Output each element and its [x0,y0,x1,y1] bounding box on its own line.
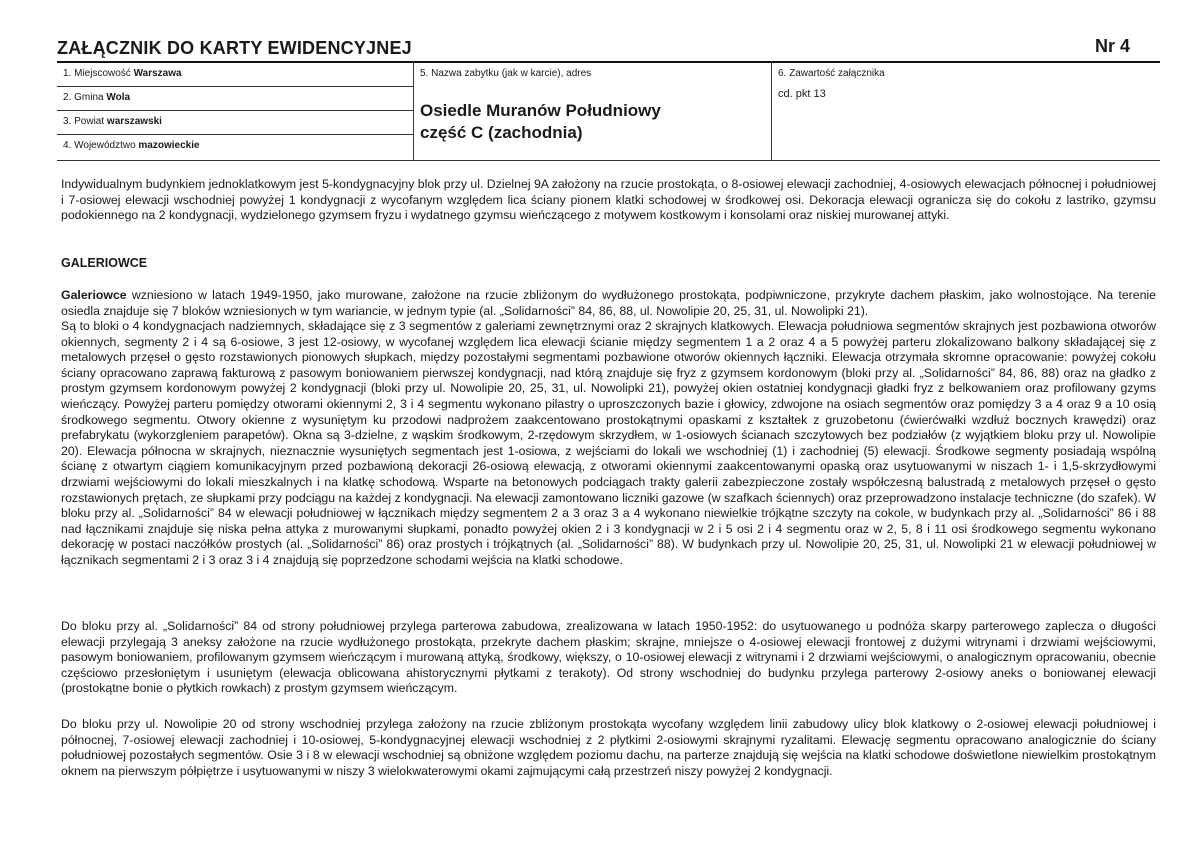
nowolipie-paragraph: Do bloku przy ul. Nowolipie 20 od strony wschodniej przylega założony na rzucie zbliżonym prostokąta wycofany względem linii zabudowy ulicy blok klatkowy o 2-osiowej elewacji południowej i północnej, 7-osiowej elewacji zachodniej i 10-osiowej, 5-kondygnacyjnej elewacji wschodniej z 2 płytkimi 2-osiowymi skrajnymi ryzalitami. Elewację segmentu opracowano analogicznie do ściany południowej pozostałych segmentów. Osie 3 i 8 w elewacji wschodniej są obniżone względem poziomu dachu, na parterze znajdują się wejścia na klatki schodowe doświetlone niewielkim prostokątnym oknem na pierwszym półpiętrze i usytuowanymi w niszy 3 wielokwaterowymi okami zajmującymi całą przestrzeń niszy powyżej 2 kondygnacji. [61,717,1156,778]
field-gmina-label: 2. Gmina [63,92,107,103]
field-zawartosc-label: 6. Zawartość załącznika [778,68,885,79]
intro-paragraph: Indywidualnym budynkiem jednoklatkowym jest 5-kondygnacyjny blok przy ul. Dzielnej 9A założony na rzucie prostokąta, o 8-osiowej elewacji zachodniej, 4-osiowych elewacjach północnej i południowej i 7-osiowej elewacji wschodniej powyżej 1 kondygnacji z wycofanym względem lica ściany pionem klatki schodowej w środkowej osi. Dekoracja elewacji ogranicza się do cokołu z lastriko, gzymsu podokiennego na 2 kondygnacji, wydzielonego gzymsem fryzu i wydatnego gzymsu wieńczącego z motywem kostkowym i konsolami oraz niskiej murowanej attyki. [61,177,1156,223]
monument-name-line2: część C (zachodnia) [420,123,583,142]
monument-name-line1: Osiedle Muranów Południowy [420,101,661,120]
field-powiat-value: warszawski [106,116,162,127]
document-title: ZAŁĄCZNIK DO KARTY EWIDENCYJNEJ [57,38,412,58]
field-zawartosc-value: cd. pkt 13 [778,88,826,100]
attachment-number: Nr 4 [1094,36,1130,56]
field-powiat [57,111,413,135]
field-wojewodztwo-label: 4. Województwo [63,140,139,151]
galeriowce-description-paragraph: Są to bloki o 4 kondygnacjach nadziemnych, składające się z 3 segmentów z galeriami zewnętrznymi oraz 2 skrajnych klatkowych. Elewacja południowa segmentów skrajnych jest pozbawiona otworów okiennych, segmenty 2 i 4 są 6-osiowe, 3 jest 12-osiowy, w wycofanej względem lica elewacji ścianie między segmentem 1 a 2 oraz 4 a 5 powyżej parteru zlokalizowano balkony składającej się z metalowych przęseł o gęsto rozstawionych pionowych słupkach, między pozostałymi segmentami pozbawione otworów okiennych łączniki. Elewacja otrzymała skromne opracowanie: powyżej cokołu ściany opracowano zaprawą fakturową z pasowym boniowaniem pierwszej kondygnacji, nad którą znajduje się fryz z gzymsem kordonowym (bloki przy al. „Solidarności” 84, 86, 88) oraz na gładko z prostym gzymsem kordonowym powyżej 2 kondygnacji (bloki przy ul. Nowolipie 20, 25, 31, ul. Nowolipki 21), powyżej okien ostatniej kondygnacji gładki fryz z belkowaniem oraz profilowany gzyms wieńczący. Powyżej parteru pomiędzy otworami okiennymi 2, 3 i 4 segmentu wykonano pilastry o uproszczonych bazie i głowicy, zdwojone na osiach segmentów oraz pomiędzy 3 a 4 oraz 9 a 10 osią środkowego segmentu. Otwory okienne z wysuniętym ku przodowi nadprożem zaakcentowano prostokątnymi opaskami z kształtek z gruzobetonu (ćwierćwałki wzdłuż bocznych krawędzi) oraz prefabrykatu (wykorzgleniem parapetów). Okna są 3-dzielne, z wąskim środkowym, 2-rzędowym skrzydłem, w 1-osiowych ścianach szczytowych bez podziałów (z wyjątkiem bloku przy ul. Nowolipie 20). Elewacja północna w skrajnych, nieznacznie wysuniętych segmentach jest 1-osiowa, z wejściami do lokali we wschodniej (1) i zachodniej (5) elewacji. Środkowe segmenty posiadają wspólną ścianę z otwartym ciągiem komunikacyjnym przed pozbawioną dekoracji 26-osiową elewacją, z otworami okiennymi zaakcentowanymi opaską oraz usytuowanymi w niszach 1- i 1,5-skrzydłowymi drzwiami wejściowymi do lokali mieszkalnych i na klatkę schodową. Wsparte na betonowych podciągach trakty galerii zabezpieczone zostały współczesną balustradą z metalowych przęseł o gęsto rozstawionych prętach, ze słupkami przy podciągu na każdej z kondygnacji. Na elewacji zamontowano liczniki gazowe (w szafkach ściennych) oraz przeprowadzono instalacje techniczne (do szafek). W bloku przy al. „Solidarności” 84 w elewacji południowej w łącznikach między segmentem 2 a 3 oraz 3 a 4 wykonano niewielkie trójkątne szczyty na cokole, w budynkach przy al. „Solidarności” 86 i 88 nad łącznikami znajduje się niska pełna attyka z murowanymi słupkami, ponadto powyżej okien 2 i 3 kondygnacji w 2 i 5 osi 2 i 4 segmentu oraz w 2, 5, 8 i 11 osi środkowego segmentu wykonano dekorację w postaci naczółków prostych (al. „Solidarności” 86) oraz prostych i trójkątnych (al. „Solidarności” 88). W budynkach przy ul. Nowolipie 20, 25, 31, ul. Nowolipki 21 w elewacji południowej w łącznikach segmentami 2 i 3 oraz 3 i 4 znajdują się poprzedzone schodami wejścia na klatki schodowe. [61,319,1156,567]
galeriowce-paragraph [61,288,1156,319]
galeriowce-lead: Galeriowce [61,288,127,302]
field-wojewodztwo-value: mazowieckie [138,140,200,151]
annex-paragraph: Do bloku przy al. „Solidarności” 84 od strony południowej przylega parterowa zabudowa, zrealizowana w latach 1950-1952: do usytuowanego u podnóża skarpy parterowego zaplecza o długości elewacji przylegają 3 aneksy założone na rzucie wydłużonego prostokąta, przekryte dachem płaskim; skrajne, mniejsze o 4-osiowej elewacji frontowej z dużymi witrynami i drzwiami wejściowymi, pasowym boniowaniem, profilowanym gzymsem wieńczącym i murowaną attyką, środkowy, większy, o 10-osiowej elewacji z witrynami i 2 drzwiami wejściowymi, o analogicznym opracowaniu, obecnie częściowo przesłoniętym i usuniętym (elewacja oblicowana ahistorycznymi płytkami z terakoty). Od strony wschodniej do budynku przylega parterowy 2-osiowy aneks o boniowanej elewacji (prostokątne bonie o płytkich rowkach) z prostym gzymsem wieńczącym. [61,619,1156,696]
contents-column [772,63,1160,160]
field-gmina-value: Wola [106,92,131,103]
monument-name-column [414,63,772,160]
field-miejscowosc-label: 1. Miejscowość [63,68,134,79]
field-wojewodztwo [57,135,413,160]
section-heading: GALERIOWCE [61,256,148,270]
field-nazwa-label: 5. Nazwa zabytku (jak w karcie), adres [420,68,592,79]
document-header [57,35,1160,63]
location-column [57,63,414,160]
field-powiat-label: 3. Powiat [63,116,107,127]
field-gmina [57,87,413,111]
monument-name [420,100,661,144]
field-miejscowosc-value: Warszawa [133,68,182,79]
field-miejscowosc [57,63,413,87]
info-grid [57,63,1160,161]
galeriowce-text: wzniesiono w latach 1949-1950, jako murowane, założone na rzucie zbliżonym do wydłużonego prostokąta, podpiwniczone, przykryte dachem płaskim, jako wolnostojące. Na terenie osiedla znajduje się 7 bloków wzniesionych w tym wariancie, w jednym typie (al. „Solidarności” 84, 86, 88, ul. Nowolipie 20, 25, 31, ul. Nowolipki 21). [61,288,1156,318]
